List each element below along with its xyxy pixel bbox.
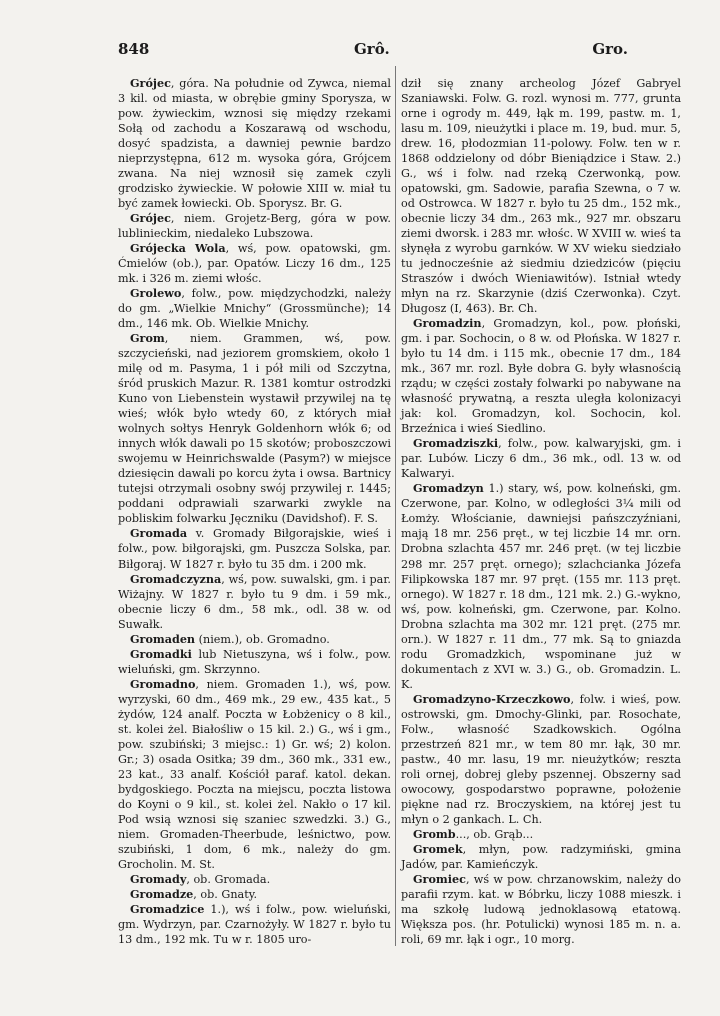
entry: Gromada v. Gromady Biłgorajskie, wieś i folw., pow. biłgorajski, gm. Puszcza Solska, par. Biłgoraj. W 1827 r. było tu 35 dm. i 200 mk. xyxy=(118,526,391,571)
page-number: 848 xyxy=(118,40,150,58)
entry: Gromadki lub Nietuszyna, wś i folw., pow. wieluński, gm. Skrzynno. xyxy=(118,646,391,676)
left-column xyxy=(118,76,391,947)
entry: Gromb..., ob. Grąb... xyxy=(413,826,534,841)
entry: Gromadziszki, folw., pow. kalwaryjski, gm. i par. Lubów. Liczy 6 dm., 36 mk., odl. 13 w. od Kalwaryi. xyxy=(401,436,681,481)
column-divider xyxy=(395,66,396,946)
entry: Gromiec, wś w pow. chrzanowskim, należy do parafii rzym. kat. w Bóbrku, liczy 1088 mieszk. i ma szkołę ludową jednoklasową etatową. Większa pos. (hr. Potulicki) wynosi 185 m. n. a. roli, 69 mr. łąk i ogr., 10 morg. xyxy=(401,871,681,946)
entry: Gromadzice 1.), wś i folw., pow. wieluński, gm. Wydrzyn, par. Czarnożyły. W 1827 r. było tu 13 dm., 192 mk. Tu w r. 1805 uro- xyxy=(118,901,391,946)
entry: Grolewo, folw., pow. międzychodzki, należy do gm. „Wielkie Mnichy“ (Grossmünche); 14 dm., 146 mk. Ob. Wielkie Mnichy. xyxy=(118,286,391,331)
entry: Grójec, niem. Grojetz-Berg, góra w pow. lublinieckim, niedaleko Lubszowa. xyxy=(118,211,391,241)
header-right-term: Gro. xyxy=(592,40,628,58)
right-column xyxy=(401,76,681,947)
entry: Gromaden (niem.), ob. Gromadno. xyxy=(130,631,330,646)
entry: Gromadno, niem. Gromaden 1.), wś, pow. wyrzyski, 60 dm., 469 mk., 29 ew., 435 kat., 5 żydów, 124 analf. Poczta w Łobżenicy o 8 kil., st. kolei żel. Białośliw o 15 kil. 2.) G., wś i gm., pow. szubiński; 3 miejsc.: 1) Gr. wś; 2) kolon. Gr.; 3) osada Ositka; 39 dm., 360 mk., 331 ew., 23 kat., 33 analf. Kościół paraf. katol. dekan. bydgoskiego. Poczta na miejscu, poczta listowa do Koyni o 9 kil., st. kolei żel. Nakło o 17 kil. Pod wsią wznosi się szaniec szwedzki. 3.) G., niem. Gromaden-Theerbude, leśnictwo, pow. szubiński, 1 dom, 6 mk., należy do gm. Grocholin. M. St. xyxy=(118,676,391,871)
entry: Gromek, młyn, pow. radzymiński, gmina Jadów, par. Kamieńczyk. xyxy=(401,841,681,871)
entry: Grójec, góra. Na południe od Zywca, niemal 3 kil. od miasta, w obrębie gminy Sporysza, w pow. żywieckim, wznosi się między rzekami Sołą od zachodu a Koszarawą od wschodu, dosyć spadzista, a dawniej pewnie bardzo nieprzystępna, 612 m. wysoka góra, Grójcem zwana. Na niej wznosił się zamek czyli grodzisko żywieckie. W połowie XIII w. miał tu być zamek łowiecki. Ob. Sporysz. Br. G. xyxy=(118,76,391,211)
page-header xyxy=(118,40,628,62)
entry: Grom, niem. Grammen, wś, pow. szczycieński, nad jeziorem gromskiem, około 1 milę od m. Pasyma, 1 i pół mili od Szczytna, śród pruskich Mazur. R. 1381 komtur ostrodzki Kuno von Liebenstein wystawił przywilej na tę wieś; włók było wtedy 60, z których miał wolnych sołtys Henryk Goldenhorn włók 6; od innych włók dawali po 15 skotów; proboszczowi swojemu w Heinrichswalde (Pasym?) w miejsce dziesięcin dawali po korcu żyta i owsa. Bartnicy tutejsi otrzymali osobny swój przywilej r. 1445; poddani odprawiali szarwarki zwykle na pobliskim folwarku Jęczniku (Davidshof). F. S. xyxy=(118,331,391,526)
entry: Gromadzyno-Krzeczkowo, folw. i wieś, pow. ostrowski, gm. Dmochy-Glinki, par. Rosochate, Folw., własność Szadkowskich. Ogólna przestrzeń 821 mr., w tem 80 mr. łąk, 30 mr. pastw., 40 mr. lasu, 19 mr. nieużytków; reszta roli ornej, dobrej gleby pszennej. Obszerny sad owocowy, gospodarstwo poprawne, położenie piękne nad rz. Broczyskiem, na której jest tu młyn o 2 gankach. L. Ch. xyxy=(401,691,681,826)
entry: Gromadze, ob. Gnaty. xyxy=(130,886,258,901)
header-left-term: Grô. xyxy=(354,40,390,58)
entry-continuation: dził się znany archeolog Józef Gabryel Szaniawski. Folw. G. rozl. wynosi m. 777, grunta orne i ogrody m. 449, łąk m. 199, pastw. m. 1, lasu m. 109, nieużytki i place m. 19, bud. mur. 5, drew. 16, płodozmian 11-polowy. Folw. ten w r. 1868 oddzielony od dóbr Bieniądzice i Staw. 2.) G., wś i folw. nad rzeką Czerwonką, pow. opatowski, gm. Sadowie, parafia Szewna, o 7 w. od Ostrowca. W 1827 r. było tu 25 dm., 152 mk., obecnie liczy 34 dm., 263 mk., 927 mr. obszaru ziemi dworsk. i 283 mr. włośc. W XVIII w. wieś ta słynęła z wyrobu garnków. W XV wieku siedziało tu jednocześnie aż siedmiu dziedziców (pięciu Straszów i dwóch Wieniawitów). Istniał wtedy młyn na rz. Skarzynie (dziś Czerwonka). Czyt. Długosz (I, 463). Br. Ch. xyxy=(401,77,681,316)
entry: Gromadzyn 1.) stary, wś, pow. kolneński, gm. Czerwone, par. Kolno, w odległości 3¼ mili od Łomży. Włościanie, dawniejsi pańszczyźniani, mają 18 mr. 256 pręt., w tej liczbie 14 mr. orn. Drobna szlachta 457 mr. 246 pręt. (w tej liczbie 298 mr. 257 pręt. ornego); szlachcianka Józefa Filipkowska 187 mr. 97 pręt. (155 mr. 113 pręt. ornego). W 1827 r. 18 dm., 121 mk. 2.) G.-wykno, wś, pow. kolneński, gm. Czerwone, par. Kolno. Drobna szlachta ma 302 mr. 121 pręt. (275 mr. orn.). W 1827 r. 11 dm., 77 mk. Są to gniazda rodu Gromadzkich, wspominane już w dokumentach z XVI w. 3.) G., ob. Gromadzin. L. K. xyxy=(401,481,681,691)
entry: Gromadczyzna, wś, pow. suwalski, gm. i par. Wiżajny. W 1827 r. było tu 9 dm. i 59 mk., obecnie liczy 6 dm., 58 mk., odl. 38 w. od Suwałk. xyxy=(118,571,391,631)
entry: Grójecka Wola, wś, pow. opatowski, gm. Ćmielów (ob.), par. Opatów. Liczy 16 dm., 125 mk. i 326 m. ziemi włośc. xyxy=(118,241,391,286)
entry: Gromadzin, Gromadzyn, kol., pow. płoński, gm. i par. Sochocin, o 8 w. od Płońska. W 1827 r. było tu 14 dm. i 115 mk., obecnie 17 dm., 184 mk., 367 mr. rozl. Byłe dobra G. były własnością rządu; w części zostały folwarki po nabywane na własność prywatną, a reszta uległa kolonizacyi jak: kol. Gromadzyn, kol. Sochocin, kol. Brzeźnica i wieś Siedlino. xyxy=(401,316,681,436)
entry: Gromady, ob. Gromada. xyxy=(130,871,271,886)
